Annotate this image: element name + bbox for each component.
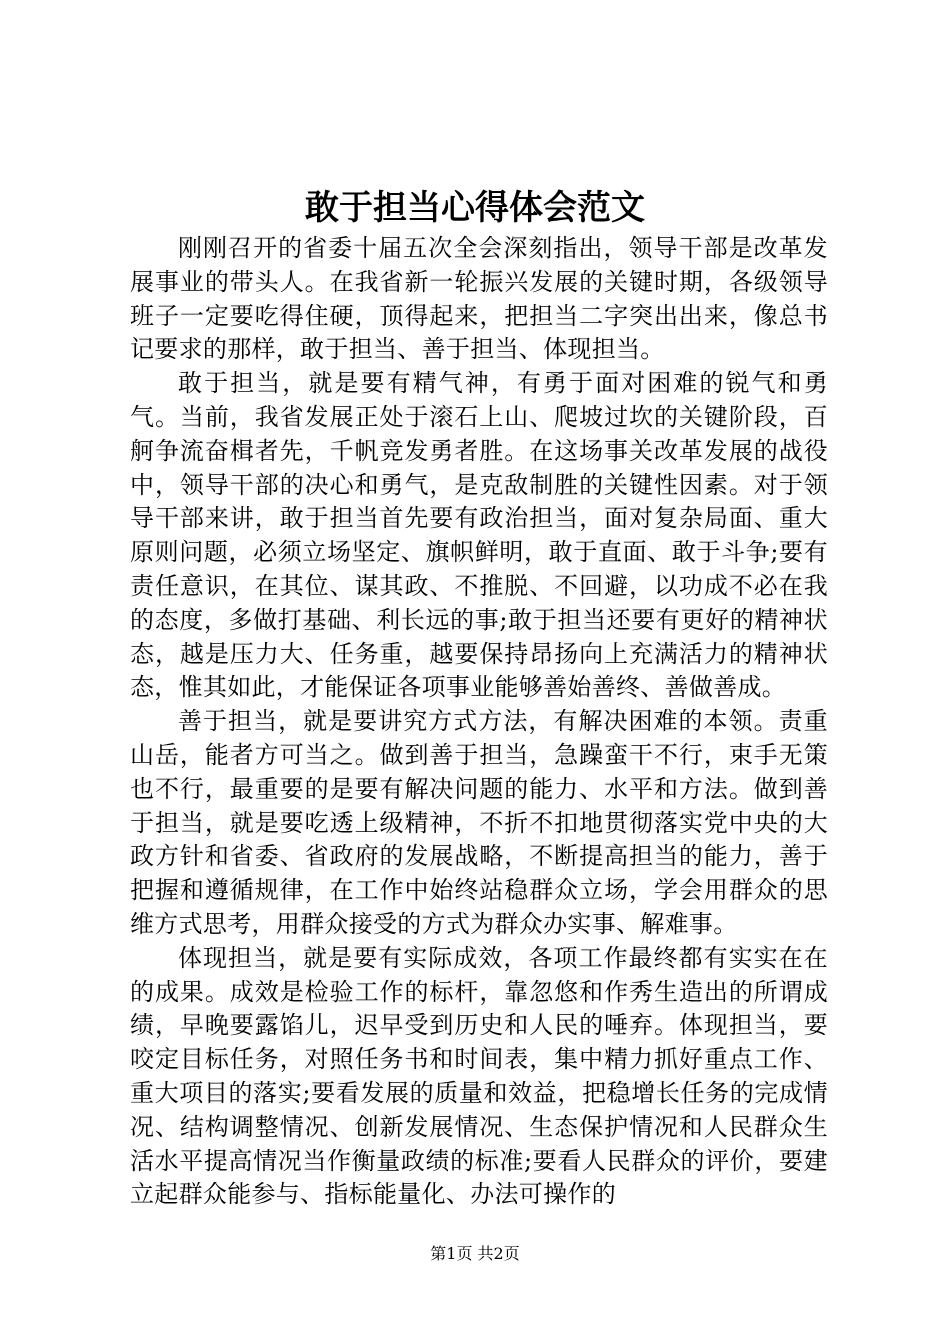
document-title: 敢于担当心得体会范文	[305, 188, 645, 228]
page-number-footer: 第1页 共2页	[430, 1244, 520, 1263]
document-body	[130, 232, 828, 1212]
paragraph: 敢于担当，就是要有精气神，有勇于面对困难的锐气和勇气。当前，我省发展正处于滚石上山、爬坡过坎的关键阶段，百舸争流奋楫者先，千帆竞发勇者胜。在这场事关改革发展的战役中，领导干部的决心和勇气，是克敌制胜的关键性因素。对于领导干部来讲，敢于担当首先要有政治担当，面对复杂局面、重大原则问题，必须立场坚定、旗帜鲜明，敢于直面、敢于斗争;要有责任意识，在其位、谋其政、不推脱、不回避，以功成不必在我的态度，多做打基础、利长远的事;敢于担当还要有更好的精神状态，越是压力大、任务重，越要保持昂扬向上充满活力的精神状态，惟其如此，才能保证各项事业能够善始善终、善做善成。	[130, 369, 828, 702]
paragraph: 善于担当，就是要讲究方式方法，有解决困难的本领。责重山岳，能者方可当之。做到善于担当，急躁蛮干不行，束手无策也不行，最重要的是要有解决问题的能力、水平和方法。做到善于担当，就是要吃透上级精神，不折不扣地贯彻落实党中央的大政方针和省委、省政府的发展战略，不断提高担当的能力，善于把握和遵循规律，在工作中始终站稳群众立场，学会用群众的思维方式思考，用群众接受的方式为群众办实事、解难事。	[130, 707, 828, 938]
paragraph: 体现担当，就是要有实际成效，各项工作最终都有实实在在的成果。成效是检验工作的标杆，靠忽悠和作秀生造出的所谓成绩，早晚要露馅儿，迟早受到历史和人民的唾弃。体现担当，要咬定目标任务，对照任务书和时间表，集中精力抓好重点工作、重大项目的落实;要看发展的质量和效益，把稳增长任务的完成情况、结构调整情况、创新发展情况、生态保护情况和人民群众生活水平提高情况当作衡量政绩的标准;要看人民群众的评价，要建立起群众能参与、指标能量化、办法可操作的	[130, 943, 828, 1209]
paragraph: 刚刚召开的省委十届五次全会深刻指出，领导干部是改革发展事业的带头人。在我省新一轮振兴发展的关键时期，各级领导班子一定要吃得住硬，顶得起来，把担当二字突出出来，像总书记要求的那样，敢于担当、善于担当、体现担当。	[130, 234, 828, 364]
